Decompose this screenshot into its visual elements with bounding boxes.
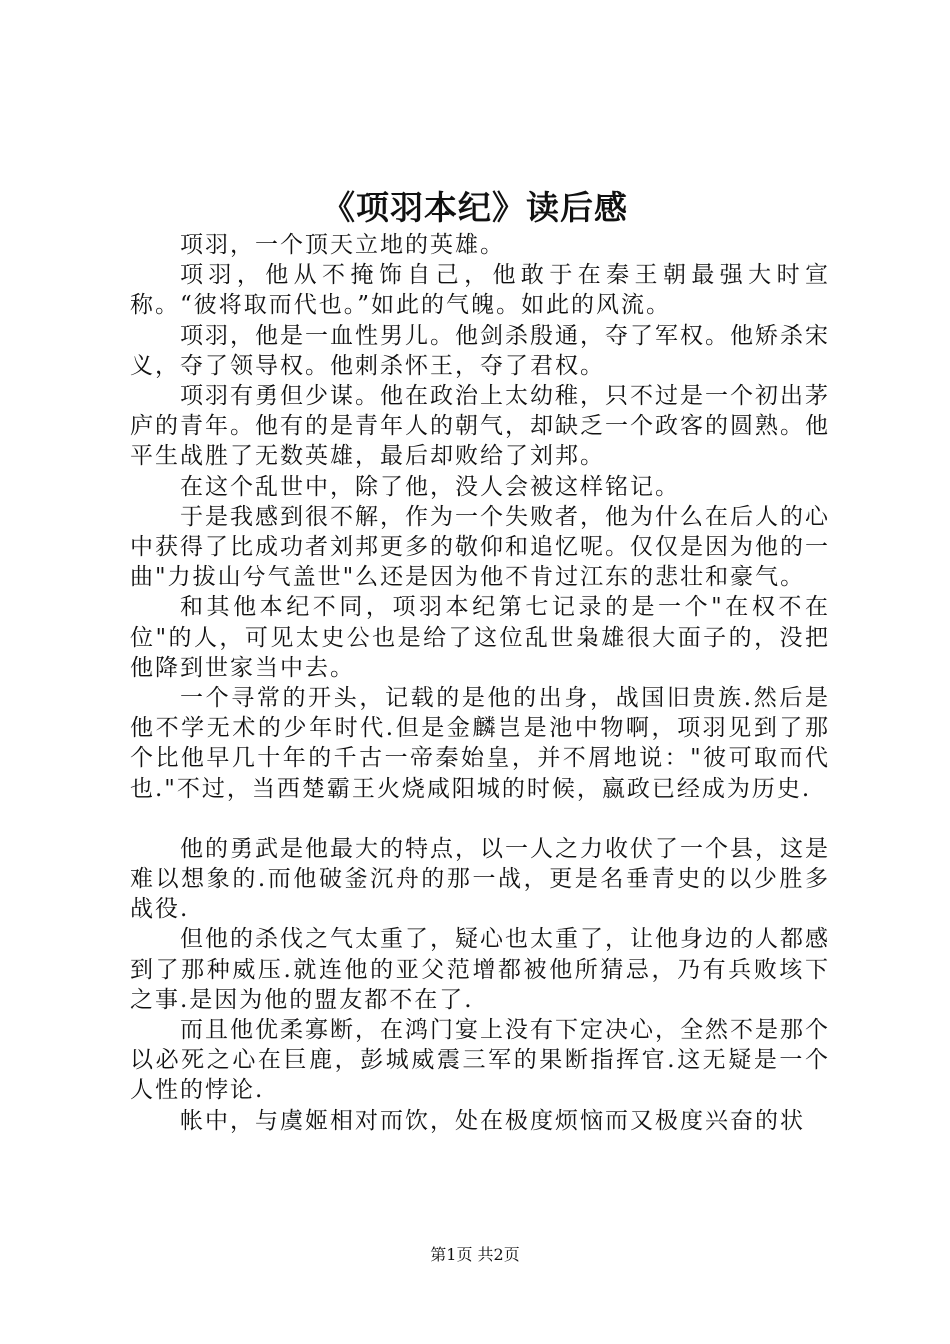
paragraph: 项羽有勇但少谋。他在政治上太幼稚，只不过是一个初出茅庐的青年。他有的是青年人的朝气，却缺乏一个政客的圆熟。他平生战胜了无数英雄，最后却败给了刘邦。 <box>130 383 830 470</box>
paragraph: 项羽，他是一血性男儿。他剑杀殷通，夺了军权。他矫杀宋义，夺了领导权。他刺杀怀王，夺了君权。 <box>130 322 830 379</box>
paragraph: 而且他优柔寡断，在鸿门宴上没有下定决心，全然不是那个以必死之心在巨鹿，彭城威震三军的果断指挥官.这无疑是一个人性的悖论. <box>130 1017 830 1104</box>
paragraph: 于是我感到很不解，作为一个失败者，他为什么在后人的心中获得了比成功者刘邦更多的敬仰和追忆呢。仅仅是因为他的一曲"力拔山兮气盖世"么还是因为他不肯过江东的悲壮和豪气。 <box>130 503 830 591</box>
paragraph: 帐中，与虞姬相对而饮，处在极度烦恼而又极度兴奋的状 <box>180 1107 805 1134</box>
document-body <box>130 230 830 1136</box>
paragraph: 一个寻常的开头，记载的是他的出身，战国旧贵族.然后是他不学无术的少年时代.但是金麟岂是池中物啊，项羽见到了那个比他早几十年的千古一帝秦始皇，并不屑地说："彼可取而代也."不过，当西楚霸王火烧咸阳城的时候，嬴政已经成为历史. <box>130 685 830 802</box>
page-footer: 第1页 共2页 <box>430 1245 520 1264</box>
paragraph: 项羽，他从不掩饰自己，他敢于在秦王朝最强大时宣称。“彼将取而代也。”如此的气魄。如此的风流。 <box>130 262 830 319</box>
paragraph: 但他的杀伐之气太重了，疑心也太重了，让他身边的人都感到了那种威压.就连他的亚父范增都被他所猜忌，乃有兵败垓下之事.是因为他的盟友都不在了. <box>130 926 830 1013</box>
blank-line <box>130 804 830 834</box>
paragraph: 和其他本纪不同，项羽本纪第七记录的是一个"在权不在位"的人，可见太史公也是给了这位乱世枭雄很大面子的，没把他降到世家当中去。 <box>130 594 830 681</box>
paragraph: 他的勇武是他最大的特点，以一人之力收伏了一个县，这是难以想象的.而他破釜沉舟的那一战，更是名垂青史的以少胜多战役. <box>130 835 830 923</box>
paragraph: 在这个乱世中，除了他，没人会被这样铭记。 <box>180 473 680 500</box>
document-title: 《项羽本纪》读后感 <box>322 188 628 227</box>
paragraph: 项羽，一个顶天立地的英雄。 <box>180 232 505 258</box>
